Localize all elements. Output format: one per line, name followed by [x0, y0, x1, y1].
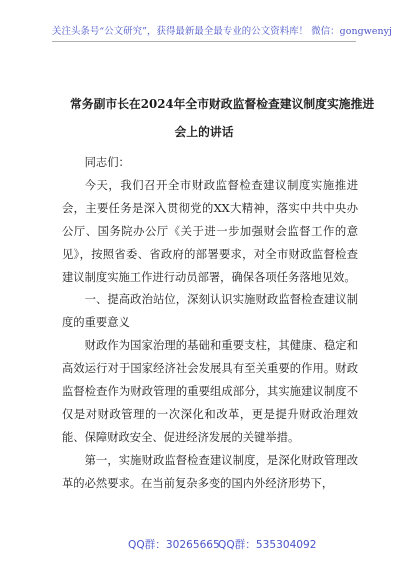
body-paragraph-2: 财政作为国家治理的基础和重要支柱，其健康、稳定和高效运行对于国家经济社会发展具有至关重要的作用。财政监督检查作为财政管理的重要组成部分，其实施建议制度不仅是对财政管理的一次深化和改革，更是提升财政治理效能、保障财政安全、促进经济发展的关键举措。: [62, 339, 358, 444]
body-paragraph-3: 第一，实施财政监督检查建议制度，是深化财政管理改革的必然要求。在当前复杂多变的国内外经济形势下，: [62, 453, 358, 490]
header-divider: [52, 41, 356, 42]
footer-qq-group-1: QQ群：30265665: [128, 539, 220, 551]
body-paragraph-1: 今天，我们召开全市财政监督检查建议制度实施推进会，主要任务是深入贯彻党的XX大精神，落实中共中央办公厅、国务院办公厅《关于进一步加强财会监督工作的意见》，按照省委、省政府的部署要求，对全市财政监督检查建议制度实施工作进行动员部署，确保各项任务落地见效。: [62, 178, 358, 284]
document-title-line-1: 常务副市长在2024年全市财政监督检查建议制度实施推进: [70, 97, 375, 111]
document-body: [62, 152, 358, 496]
header-banner: 关注头条号“公文研究”，获得最新最全最专业的公文资料库！ 微信：gongwenyj: [52, 26, 393, 37]
document-title-line-2: 会上的讲话: [174, 125, 234, 139]
footer-qq-group-2: QQ群：535304092: [218, 539, 317, 551]
section-heading-1: 一、提高政治站位，深刻认识实施财政监督检查建议制度的重要意义: [62, 293, 358, 330]
salutation: 同志们：: [84, 156, 130, 169]
